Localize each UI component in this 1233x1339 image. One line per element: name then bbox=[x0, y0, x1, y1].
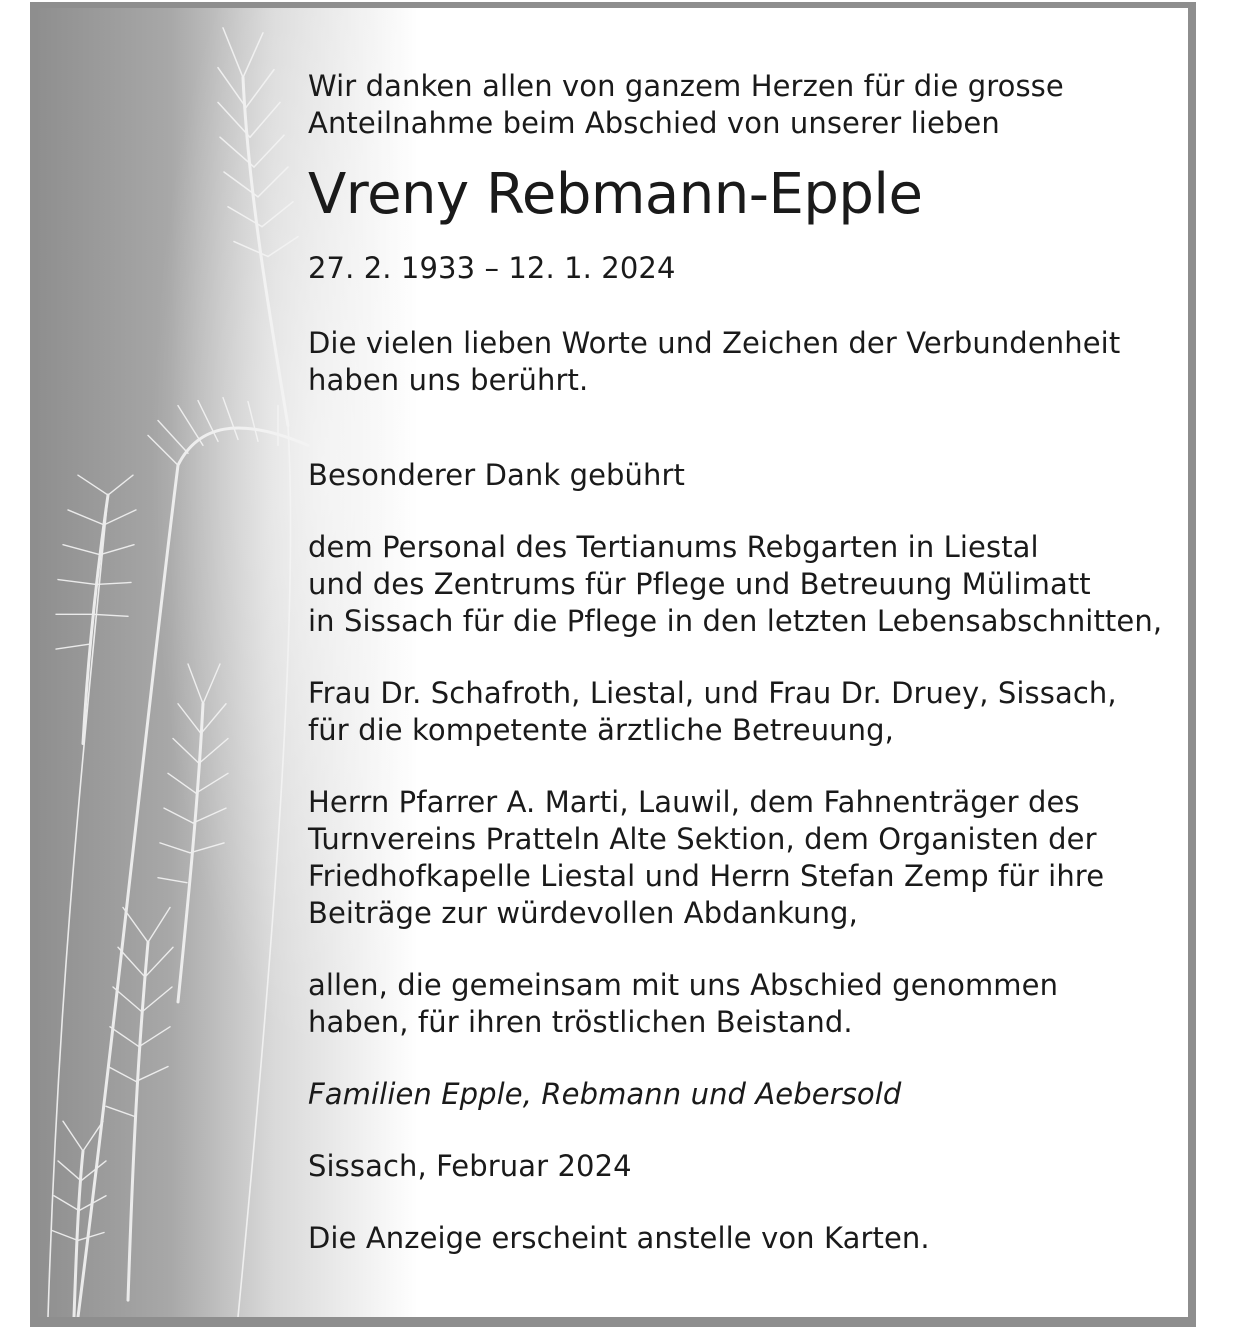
text-line: haben uns berührt. bbox=[308, 363, 589, 397]
text-line: Wir danken allen von ganzem Herzen für die grosse bbox=[308, 69, 1064, 103]
text-line: dem Personal des Tertianums Rebgarten in Liestal bbox=[308, 530, 1039, 564]
thanks-staff-paragraph bbox=[308, 529, 1188, 640]
text-line: Herrn Pfarrer A. Marti, Lauwil, dem Fahnenträger des bbox=[308, 785, 1080, 819]
thanks-doctors-paragraph bbox=[308, 675, 1188, 749]
thanks-ceremony-paragraph bbox=[308, 784, 1188, 932]
text-line: für die kompetente ärztliche Betreuung, bbox=[308, 713, 894, 747]
intro-paragraph bbox=[308, 68, 1188, 142]
text-line: Friedhofkapelle Liestal und Herrn Stefan Zemp für ihre bbox=[308, 859, 1105, 893]
thanks-all-paragraph bbox=[308, 967, 1188, 1041]
life-dates: 27. 2. 1933 – 12. 1. 2024 bbox=[308, 251, 676, 285]
text-line: in Sissach für die Pflege in den letzten Lebensabschnitten, bbox=[308, 604, 1163, 638]
thanks-heading: Besonderer Dank gebührt bbox=[308, 458, 685, 492]
obituary-text bbox=[308, 68, 1188, 1257]
text-line: Die vielen lieben Worte und Zeichen der Verbundenheit bbox=[308, 326, 1121, 360]
text-line: allen, die gemeinsam mit uns Abschied genommen bbox=[308, 968, 1059, 1002]
deceased-name: Vreny Rebmann-Epple bbox=[308, 162, 923, 227]
words-paragraph bbox=[308, 325, 1188, 399]
text-line: Frau Dr. Schafroth, Liestal, und Frau Dr. Druey, Sissach, bbox=[308, 676, 1117, 710]
text-line: haben, für ihren tröstlichen Beistand. bbox=[308, 1005, 853, 1039]
text-line: Anteilnahme beim Abschied von unserer lieben bbox=[308, 106, 1000, 140]
place-date: Sissach, Februar 2024 bbox=[308, 1149, 632, 1183]
text-line: Turnvereins Pratteln Alte Sektion, dem Organisten der bbox=[308, 822, 1097, 856]
text-line: Beiträge zur würdevollen Abdankung, bbox=[308, 896, 858, 930]
text-line: und des Zentrums für Pflege und Betreuung Mülimatt bbox=[308, 567, 1091, 601]
card-notice: Die Anzeige erscheint anstelle von Karten. bbox=[308, 1221, 930, 1255]
family-signature: Familien Epple, Rebmann und Aebersold bbox=[308, 1077, 902, 1111]
obituary-card bbox=[30, 2, 1196, 1327]
